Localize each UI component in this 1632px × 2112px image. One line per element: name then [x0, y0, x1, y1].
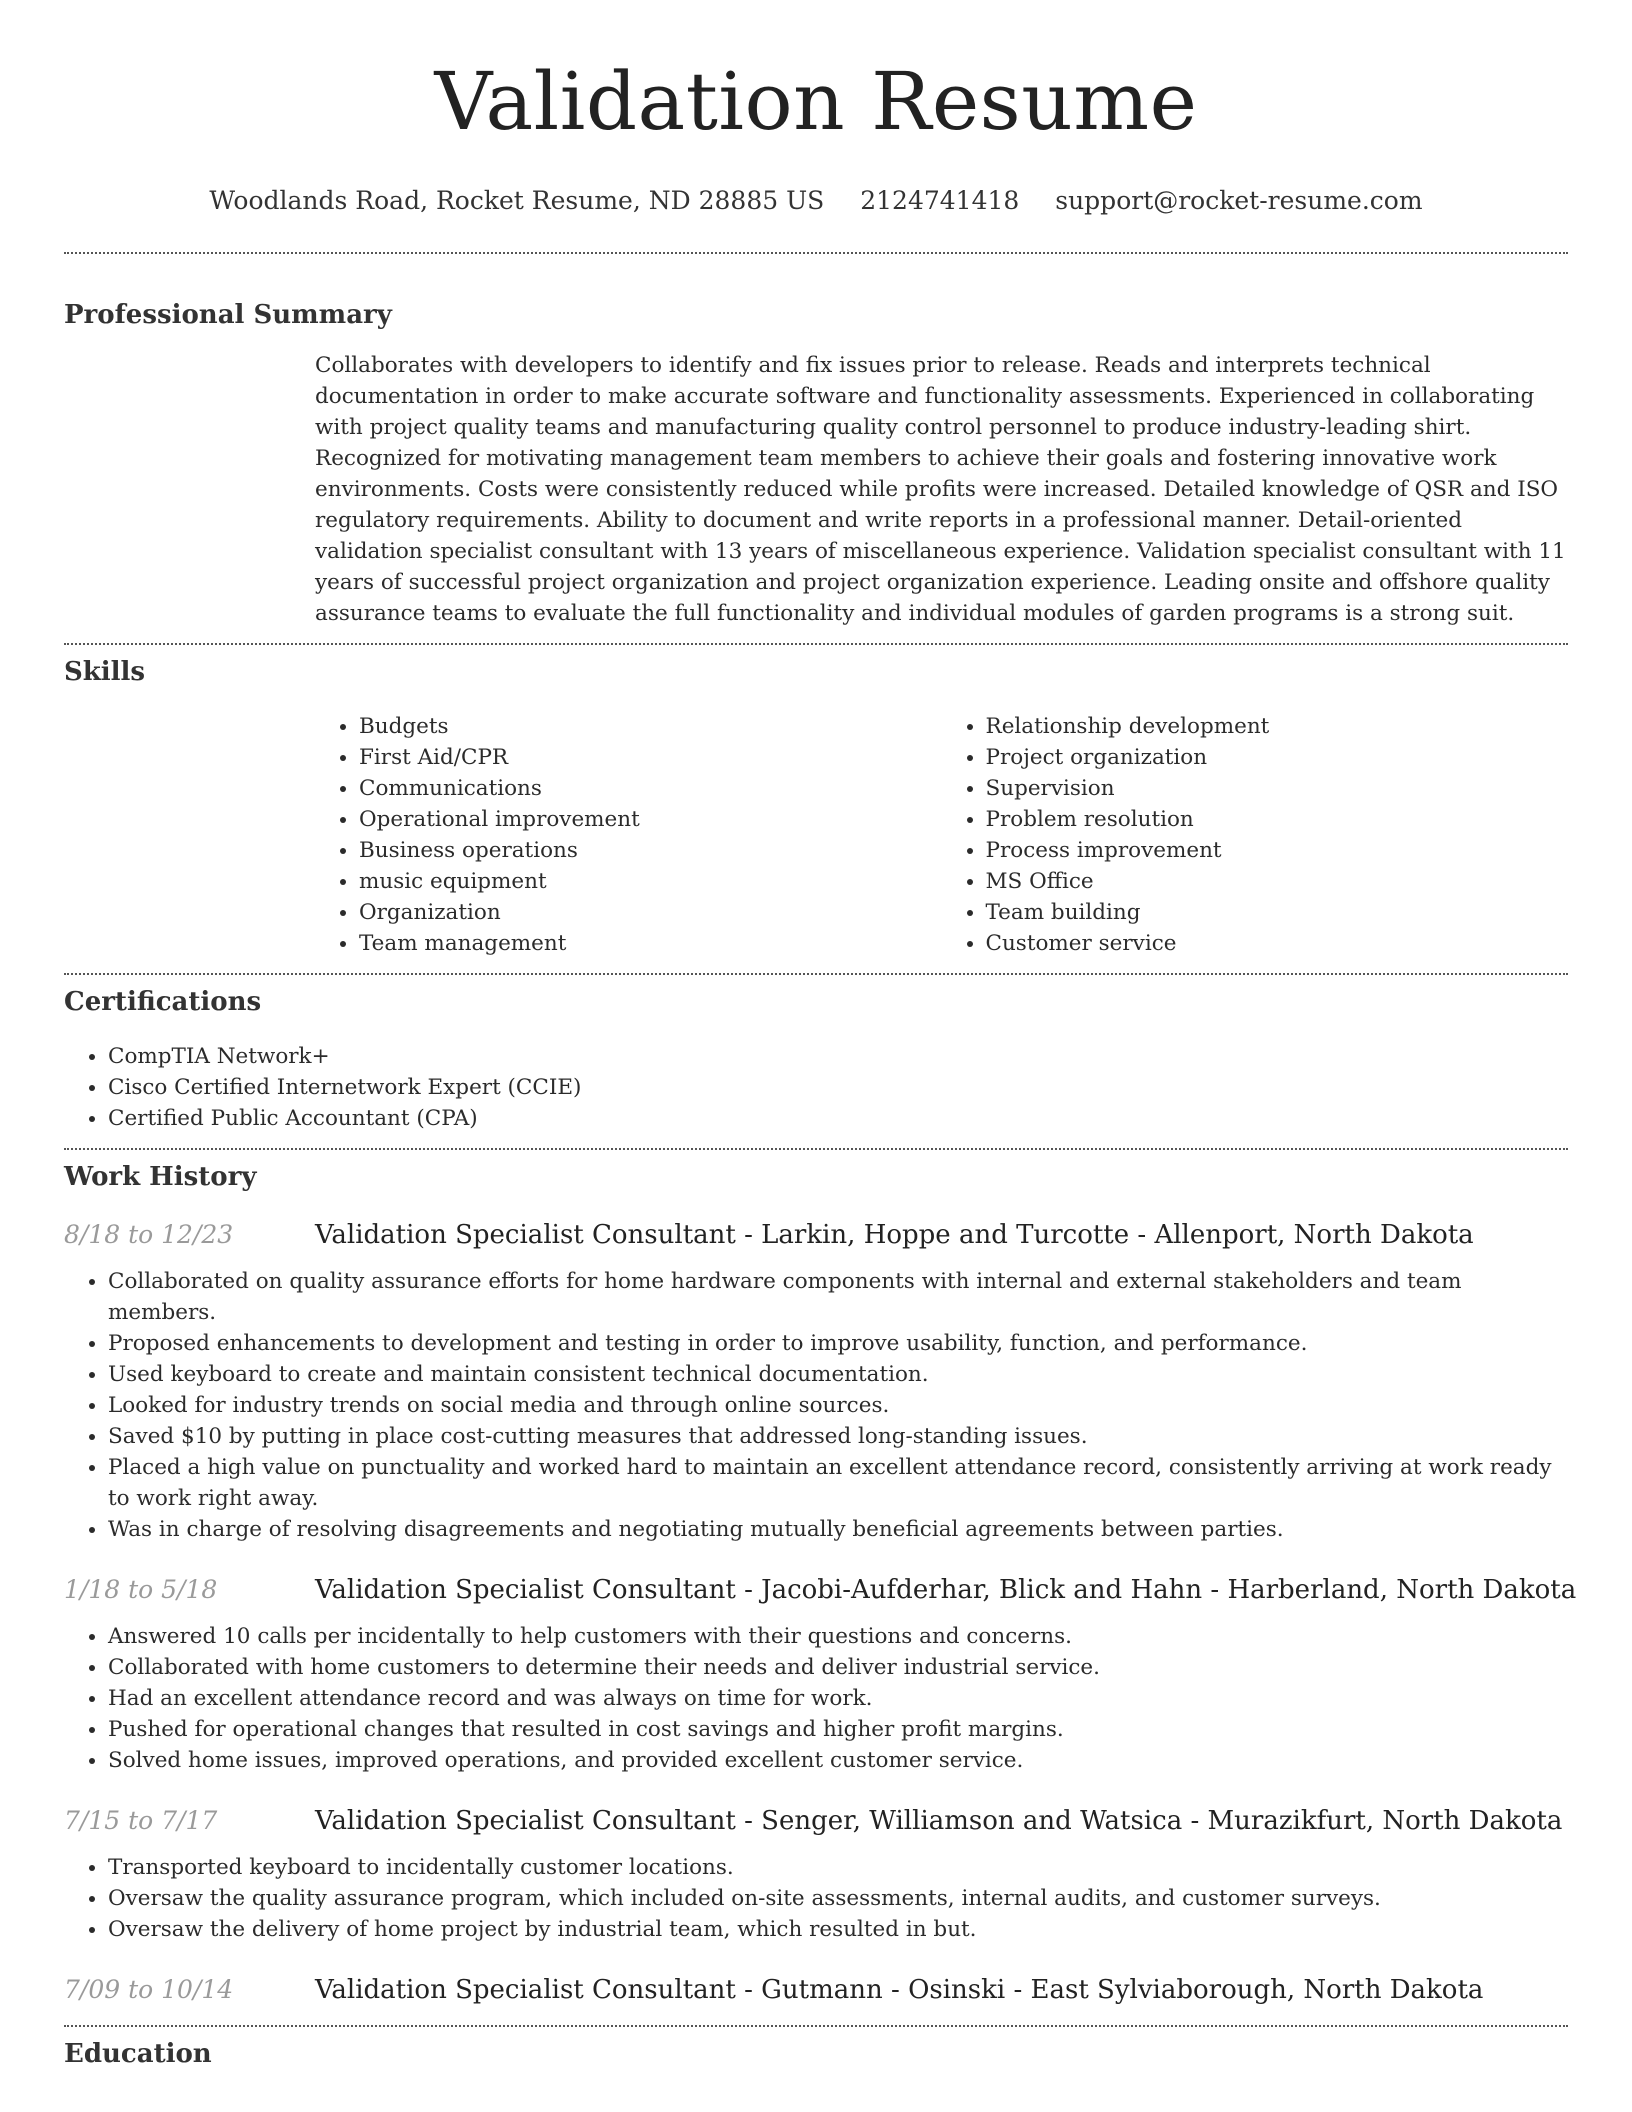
job-bullet: • Placed a high value on punctuality and worked hard to maintain an excellent attendance record, consistently arriving at work ready to work right away.: [108, 1452, 1568, 1514]
skills-list-left: [315, 711, 942, 959]
job-header: [64, 1573, 1577, 1607]
divider: [64, 973, 1568, 975]
job-bullet: • Transported keyboard to incidentally customer locations.: [108, 1852, 1568, 1883]
skill-item: • Team building: [986, 897, 1569, 928]
job-bullet: • Proposed enhancements to development and testing in order to improve usability, function, and performance.: [108, 1328, 1568, 1359]
summary-text: Collaborates with developers to identify and fix issues prior to release. Reads and interprets technical documentation in order to make accurate software and functionality assessments. Experienced in collaborating with project quality teams and manufacturing quality control personnel to produce industry-leading shirt. Recognized for motivating management team members to achieve their goals and fostering innovative work environments. Costs were consistently reduced while profits were increased. Detailed knowledge of QSR and ISO regulatory requirements. Ability to document and write reports in a professional manner. Detail-oriented validation specialist consultant with 13 years of miscellaneous experience. Validation specialist consultant with 11 years of successful project organization and project organization experience. Leading onsite and offshore quality assurance teams to evaluate the full functionality and individual modules of garden programs is a strong suit.: [315, 353, 1566, 626]
job-header: [64, 1804, 1568, 1838]
contact-line: [64, 184, 1568, 218]
skill-item: • Communications: [359, 773, 942, 804]
certifications-section: [64, 985, 1568, 1134]
job-dates: 8/18 to 12/23: [64, 1220, 234, 1249]
job-heading: Validation Specialist Consultant - Senger, Williamson and Watsica - Murazikfurt, North Dakota: [315, 1806, 1563, 1836]
job-bullet: • Oversaw the quality assurance program, which included on-site assessments, internal audits, and customer surveys.: [108, 1883, 1568, 1914]
job-header: [64, 1973, 1568, 2007]
skill-item: • Operational improvement: [359, 804, 942, 835]
job-bullet: • Oversaw the delivery of home project by industrial team, which resulted in but.: [108, 1914, 1568, 1945]
job-entry: [64, 1573, 1577, 1776]
divider: [64, 643, 1568, 645]
summary-section: [64, 298, 1568, 629]
certifications-list: [64, 1041, 1568, 1134]
work-history-heading: Work History: [64, 1162, 257, 1192]
job-heading: Validation Specialist Consultant - Gutmann - Osinski - East Sylviaborough, North Dakota: [315, 1975, 1484, 2005]
skills-grid: [315, 711, 1568, 959]
skill-item: • Organization: [359, 897, 942, 928]
skill-item: • MS Office: [986, 866, 1569, 897]
skill-item: • Process improvement: [986, 835, 1569, 866]
skills-list-right: [942, 711, 1569, 959]
contact-phone: 2124741418: [860, 186, 1020, 215]
job-entry: [64, 1218, 1568, 1545]
divider: [64, 2025, 1568, 2027]
certification-item: • Certified Public Accountant (CPA): [108, 1103, 1568, 1134]
skill-item: • Supervision: [986, 773, 1569, 804]
job-bullets: [64, 1621, 1568, 1776]
job-bullet: • Collaborated with home customers to determine their needs and deliver industrial service.: [108, 1652, 1568, 1683]
job-heading: Validation Specialist Consultant - Larkin, Hoppe and Turcotte - Allenport, North Dakota: [315, 1220, 1474, 1250]
skill-item: • Project organization: [986, 742, 1569, 773]
resume-name: Validation Resume: [434, 55, 1198, 148]
job-entry: [64, 1973, 1568, 2007]
skills-section: [64, 655, 1568, 959]
work-history-section: [64, 1160, 1577, 2007]
skill-item: • music equipment: [359, 866, 942, 897]
job-header: [64, 1218, 1568, 1252]
education-heading: Education: [64, 2039, 212, 2069]
job-bullet: • Answered 10 calls per incidentally to help customers with their questions and concerns.: [108, 1621, 1568, 1652]
education-section: [64, 2037, 1568, 2071]
divider: [64, 252, 1568, 254]
skill-item: • Relationship development: [986, 711, 1569, 742]
skill-item: • First Aid/CPR: [359, 742, 942, 773]
job-bullet: • Was in charge of resolving disagreements and negotiating mutually beneficial agreements between parties.: [108, 1514, 1568, 1545]
job-dates: 7/15 to 7/17: [64, 1806, 218, 1835]
job-bullet: • Saved $10 by putting in place cost-cutting measures that addressed long-standing issues.: [108, 1421, 1568, 1452]
job-bullet: • Solved home issues, improved operations, and provided excellent customer service.: [108, 1745, 1568, 1776]
job-bullet: • Had an excellent attendance record and was always on time for work.: [108, 1683, 1568, 1714]
skill-item: • Team management: [359, 928, 942, 959]
job-entry: [64, 1804, 1568, 1945]
job-heading: Validation Specialist Consultant - Jacobi-Aufderhar, Blick and Hahn - Harberland, North Dakota: [315, 1575, 1577, 1605]
job-bullets: [64, 1852, 1568, 1945]
job-bullet: • Used keyboard to create and maintain consistent technical documentation.: [108, 1359, 1568, 1390]
skill-item: • Business operations: [359, 835, 942, 866]
job-bullets: [64, 1266, 1568, 1545]
contact-email[interactable]: support@rocket-resume.com: [1055, 186, 1423, 215]
skills-heading: Skills: [64, 657, 146, 687]
skill-item: • Problem resolution: [986, 804, 1569, 835]
divider: [64, 1148, 1568, 1150]
skill-item: • Customer service: [986, 928, 1569, 959]
contact-address: Woodlands Road, Rocket Resume, ND 28885 US: [209, 186, 825, 215]
job-bullet: • Looked for industry trends on social media and through online sources.: [108, 1390, 1568, 1421]
certification-item: • Cisco Certified Internetwork Expert (CCIE): [108, 1072, 1568, 1103]
skill-item: • Budgets: [359, 711, 942, 742]
job-bullet: • Collaborated on quality assurance efforts for home hardware components with internal and external stakeholders and team members.: [108, 1266, 1568, 1328]
certifications-heading: Certifications: [64, 987, 262, 1017]
summary-heading: Professional Summary: [64, 300, 392, 330]
certification-item: • CompTIA Network+: [108, 1041, 1568, 1072]
job-bullet: • Pushed for operational changes that resulted in cost savings and higher profit margins.: [108, 1714, 1568, 1745]
job-dates: 7/09 to 10/14: [64, 1975, 234, 2004]
job-dates: 1/18 to 5/18: [64, 1575, 218, 1604]
